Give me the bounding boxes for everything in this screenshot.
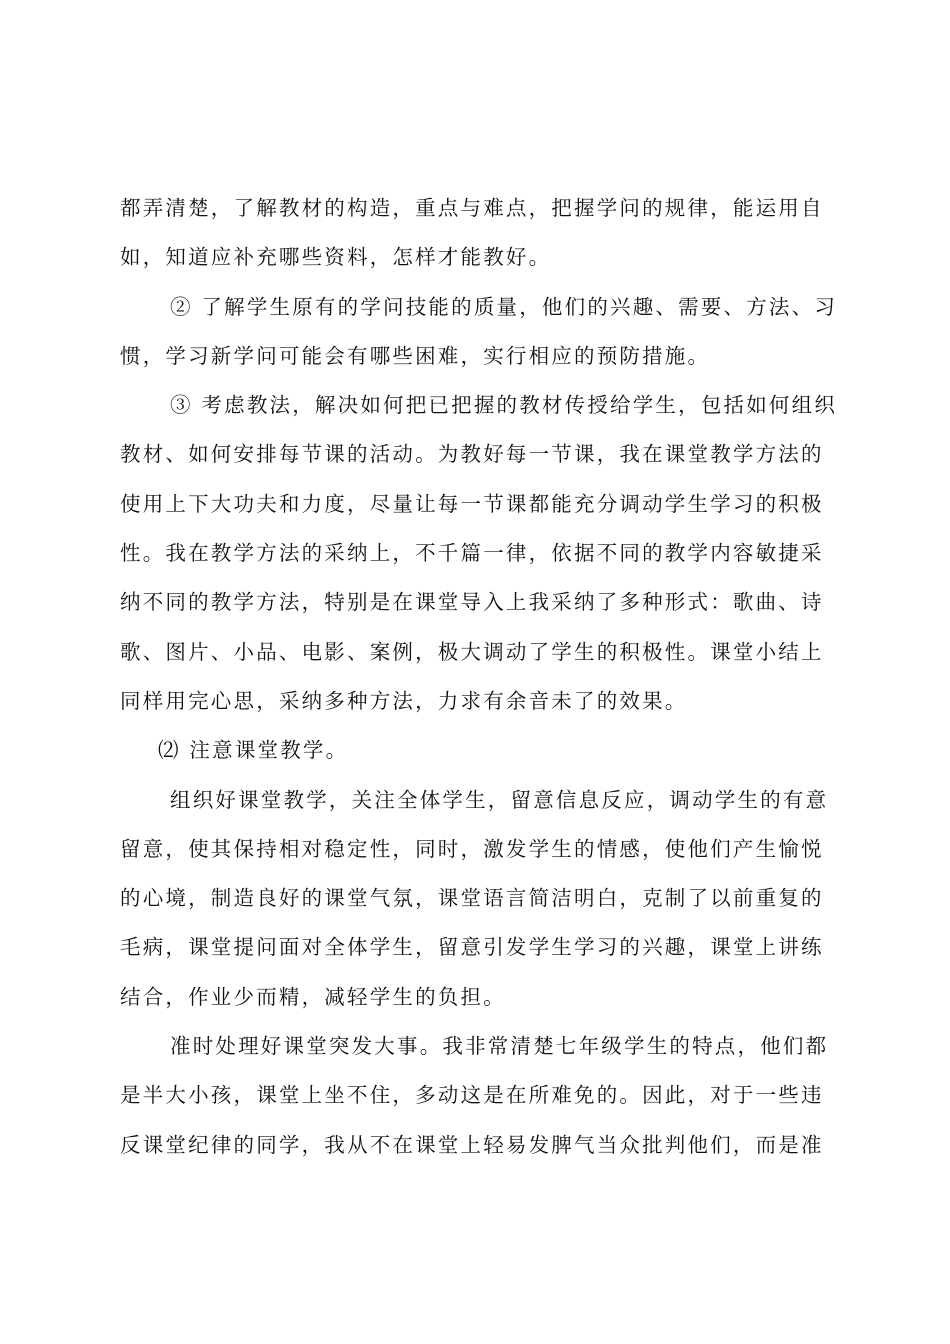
text-line: 如，知道应补充哪些资料，怎样才能教好。 [120, 245, 552, 270]
text-line: 惯，学习新学问可能会有哪些困难，实行相应的预防措施。 [120, 343, 711, 368]
text-line: 同样用完心思，采纳多种方法，力求有余音未了的效果。 [120, 688, 688, 713]
text-line: 组织好课堂教学，关注全体学生，留意信息反应，调动学生的有意 [170, 787, 829, 812]
text-line: 都弄清楚，了解教材的构造，重点与难点，把握学问的规律，能运用自 [120, 196, 824, 220]
text-line: 纳不同的教学方法，特别是在课堂导入上我采纳了多种形式：歌曲、诗 [120, 590, 824, 615]
text-line: 歌、图片、小品、电影、案例，极大调动了学生的积极性。课堂小结上 [120, 639, 824, 664]
text-line: 反课堂纪律的同学，我从不在课堂上轻易发脾气当众批判他们，而是准 [120, 1132, 824, 1157]
text-line: 教材、如何安排每节课的活动。为教好每一节课，我在课堂教学方法的 [120, 442, 824, 467]
paragraph-continuation [120, 184, 836, 283]
section-heading-classroom-teaching [120, 726, 836, 775]
text-line: 的心境，制造良好的课堂气氛，课堂语言简洁明白，克制了以前重复的 [120, 886, 824, 911]
text-line: 结合，作业少而精，减轻学生的负担。 [120, 984, 506, 1009]
text-line: 使用上下大功夫和力度，尽量让每一节课都能充分调动学生学习的积极 [120, 491, 824, 516]
text-line: 留意，使其保持相对稳定性，同时，激发学生的情感，使他们产生愉悦 [120, 836, 824, 861]
text-line: 准时处理好课堂突发大事。我非常清楚七年级学生的特点，他们都 [170, 1034, 829, 1059]
text-line: 毛病，课堂提问面对全体学生，留意引发学生学习的兴趣，课堂上讲练 [120, 935, 824, 960]
document-body [120, 184, 836, 1170]
text-line: ③ 考虑教法，解决如何把已把握的教材传授给学生，包括如何组织 [170, 393, 838, 418]
text-line: ② 了解学生原有的学问技能的质量，他们的兴趣、需要、方法、习 [170, 294, 838, 319]
paragraph-item-3 [120, 381, 836, 726]
paragraph-classroom-incidents [120, 1022, 836, 1170]
paragraph-classroom-organization [120, 776, 836, 1022]
paragraph-item-2 [120, 283, 836, 382]
text-line: 是半大小孩，课堂上坐不住，多动这是在所难免的。因此，对于一些违 [120, 1083, 824, 1108]
section-heading: ⑵ 注意课堂教学。 [158, 738, 349, 763]
text-line: 性。我在教学方法的采纳上，不千篇一律，依据不同的教学内容敏捷采 [120, 541, 824, 566]
